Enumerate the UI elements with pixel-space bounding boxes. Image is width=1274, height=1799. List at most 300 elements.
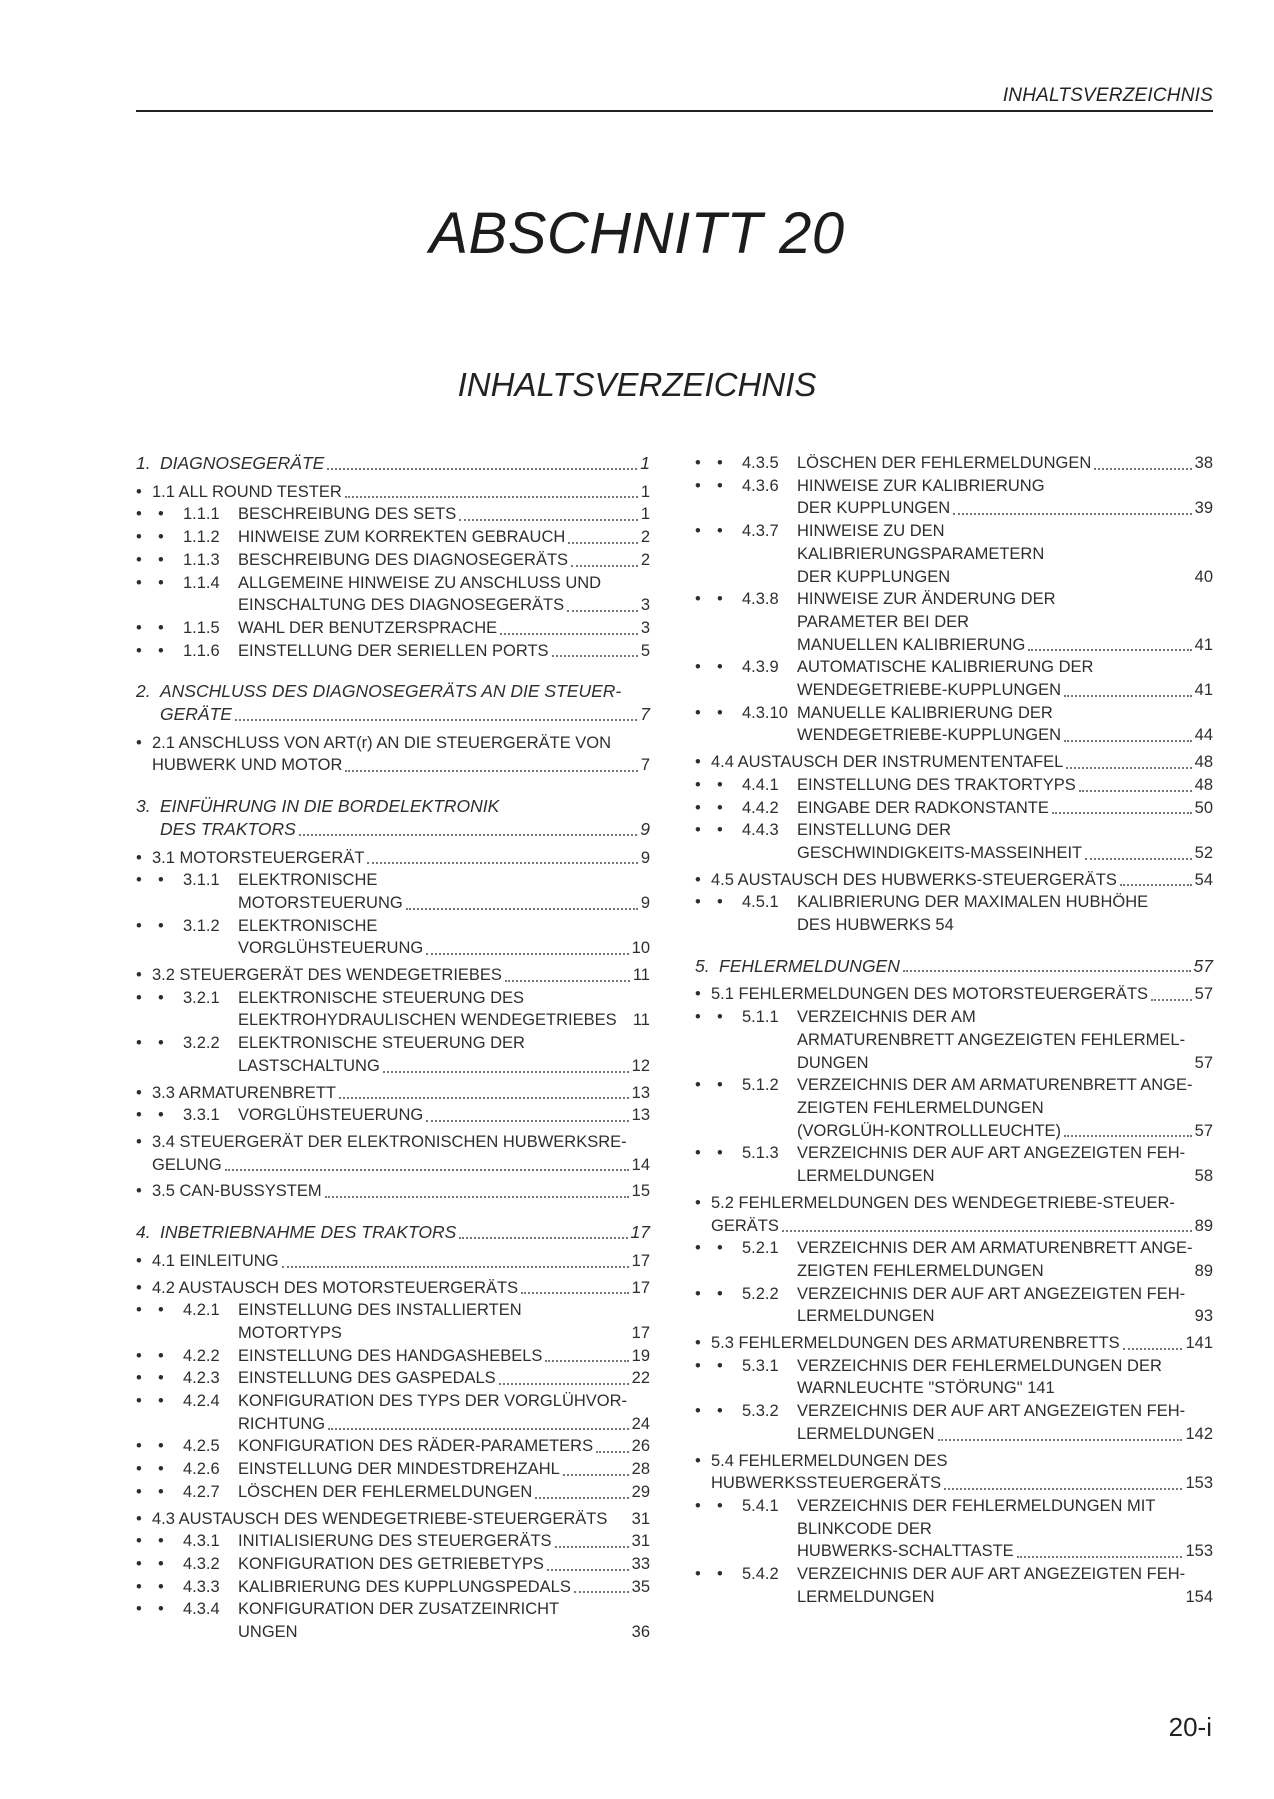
- bullet: •: [136, 550, 142, 569]
- bullet: •: [136, 1509, 142, 1528]
- bullet: •: [695, 985, 701, 1004]
- toc-page-number: 11: [632, 966, 650, 985]
- toc-page-number: 2: [640, 528, 650, 547]
- toc-entry-line: [152, 1131, 650, 1154]
- toc-entry-title: GERÄTE: [160, 704, 232, 725]
- toc-entry-title: WARNLEUCHTE "STÖRUNG" 141: [797, 1379, 1055, 1398]
- toc-entry-line: [797, 1283, 1213, 1306]
- toc-entry-line: [238, 1055, 650, 1078]
- toc-entry-text: [136, 1131, 650, 1176]
- dot-leader: [327, 468, 637, 470]
- toc-entry-number: 4.3.3: [183, 1577, 220, 1596]
- toc-entry: [695, 797, 1213, 820]
- toc-entry-line: [797, 497, 1213, 520]
- toc-entry-number: 4.4.1: [742, 775, 779, 794]
- toc-entry: [136, 1530, 650, 1553]
- toc-entry-title: LERMELDUNGEN: [797, 1424, 935, 1443]
- dot-leader: [1017, 1556, 1183, 1558]
- toc-page-number: 9: [640, 818, 650, 839]
- toc-entry-title: 3.2 STEUERGERÄT DES WENDEGETRIEBES: [152, 966, 502, 985]
- dot-leader: [596, 1451, 629, 1453]
- toc-entry-title: KALIBRIERUNGSPARAMETERN: [797, 544, 1045, 563]
- toc-entry-number: 4.4.2: [742, 798, 779, 817]
- toc-entry-number: 3.: [136, 796, 151, 817]
- toc-entry-title: DER KUPPLUNGEN: [797, 567, 951, 586]
- toc-entry-line: [152, 1250, 650, 1273]
- toc-entry-line: [797, 1400, 1213, 1423]
- toc-entry: [695, 1450, 1213, 1495]
- bullet: •: [717, 1402, 723, 1421]
- toc-entry-line: [797, 891, 1213, 914]
- toc-page-number: 7: [640, 756, 650, 775]
- bullet: •: [695, 870, 701, 889]
- toc-entry-line: [719, 955, 1213, 978]
- bullet: •: [717, 1076, 723, 1095]
- toc-entry-title: HINWEISE ZUR ÄNDERUNG DER: [797, 590, 1056, 609]
- toc-entry-title: EINSTELLUNG DES INSTALLIERTEN: [238, 1301, 522, 1320]
- toc-page-number: 26: [631, 1437, 650, 1456]
- bullet: •: [158, 505, 164, 524]
- toc-entry-title: 1.1 ALL ROUND TESTER: [152, 482, 342, 501]
- toc-page-number: 48: [1194, 753, 1213, 772]
- toc-page-number: 7: [640, 704, 650, 725]
- bullet: •: [158, 1106, 164, 1125]
- toc-entry-text: [136, 732, 650, 777]
- dot-leader: [903, 970, 1191, 972]
- toc-page-number: 11: [632, 1011, 650, 1030]
- dot-leader: [944, 1488, 1182, 1490]
- toc-entry-line: [238, 987, 650, 1010]
- toc-entry-text: [695, 983, 1213, 1006]
- toc-entry-title: HUBWERKSSTEUERGERÄTS: [711, 1474, 942, 1493]
- toc-entry-line: [238, 594, 650, 617]
- toc-entry-line: [238, 1598, 650, 1621]
- toc-page-number: 89: [1194, 1216, 1213, 1235]
- toc-entry-line: [238, 1481, 650, 1504]
- toc-entry-line: [797, 1237, 1213, 1260]
- toc-entry-title: UNGEN: [238, 1623, 298, 1642]
- toc-entry-line: [238, 1367, 650, 1390]
- toc-entry-line: [797, 1142, 1213, 1165]
- bullet: •: [717, 476, 723, 495]
- dot-leader: [459, 1237, 627, 1239]
- toc-entry-text: [136, 1277, 650, 1300]
- toc-section-entry: [136, 452, 650, 475]
- bullet: •: [695, 522, 701, 541]
- toc-entry: [136, 1131, 650, 1176]
- toc-page-number: 38: [1194, 454, 1213, 472]
- toc-entry-title: VERZEICHNIS DER AUF ART ANGEZEIGTEN FEH-: [797, 1402, 1186, 1421]
- dot-leader: [1151, 999, 1192, 1001]
- toc-page-number: 154: [1185, 1587, 1213, 1606]
- toc-entry-line: [797, 1120, 1213, 1143]
- dot-leader: [499, 1383, 629, 1385]
- toc-page-number: 12: [631, 1056, 650, 1075]
- toc-entry-line: [797, 588, 1213, 611]
- toc-entry-line: [797, 1074, 1213, 1097]
- toc-entry: [695, 656, 1213, 701]
- toc-entry-title: HINWEISE ZUM KORREKTEN GEBRAUCH: [238, 528, 566, 547]
- toc-entry-line: [152, 1082, 650, 1105]
- toc-entry-number: 1.1.6: [183, 641, 220, 660]
- toc-entry: [695, 774, 1213, 797]
- bullet: •: [695, 590, 701, 609]
- toc-entry: [695, 1332, 1213, 1355]
- toc-entry-number: 5.4.1: [742, 1496, 779, 1515]
- toc-entry-number: 1.1.5: [183, 618, 220, 637]
- dot-leader: [535, 1497, 628, 1499]
- toc-entry-line: [797, 566, 1213, 589]
- bullet: •: [695, 798, 701, 817]
- toc-entry-line: [711, 1192, 1213, 1215]
- dot-leader: [1094, 468, 1191, 470]
- dot-leader: [505, 980, 630, 982]
- toc-entry-title: 4.2 AUSTAUSCH DES MOTORSTEUERGERÄTS: [152, 1278, 519, 1297]
- toc-entry-text: [136, 1082, 650, 1105]
- dot-leader: [1052, 812, 1192, 814]
- toc-entry-number: 4.2.2: [183, 1346, 220, 1365]
- toc-entry-line: [152, 847, 650, 870]
- toc-entry-title: LERMELDUNGEN: [797, 1307, 935, 1326]
- toc-entry-line: [238, 1458, 650, 1481]
- toc-entry-title: VORGLÜHSTEUERUNG: [238, 1106, 424, 1125]
- toc-entry-line: [238, 526, 650, 549]
- toc-entry: [136, 1481, 650, 1504]
- toc-page-number: 24: [631, 1414, 650, 1433]
- toc-entry: [695, 1283, 1213, 1328]
- toc-entry-title: DES HUBWERKS 54: [797, 916, 954, 935]
- toc-entry-line: [711, 1450, 1213, 1473]
- toc-entry-title: 5.2 FEHLERMELDUNGEN DES WENDEGETRIEBE-STEUER-: [711, 1193, 1175, 1212]
- toc-entry-title: ELEKTRONISCHE: [238, 916, 378, 935]
- toc-entry-line: [797, 1423, 1213, 1446]
- toc-entry-line: [238, 503, 650, 526]
- toc-entry-title: ELEKTRONISCHE STEUERUNG DER: [238, 1034, 525, 1053]
- dot-leader: [563, 1474, 629, 1476]
- toc-entry-number: 1.1.2: [183, 528, 220, 547]
- toc-entry: [136, 732, 650, 777]
- toc-entry-title: PARAMETER BEI DER: [797, 612, 970, 631]
- bullet: •: [158, 1392, 164, 1411]
- dot-leader: [568, 542, 638, 544]
- toc-entry-text: [136, 847, 650, 870]
- toc-entry-line: [797, 797, 1213, 820]
- dot-leader: [953, 513, 1192, 515]
- toc-entry-line: [797, 819, 1213, 842]
- toc-page-number: 41: [1194, 681, 1213, 700]
- toc-entry-title: VERZEICHNIS DER AM ARMATURENBRETT ANGE-: [797, 1076, 1193, 1095]
- toc-entry: [695, 1563, 1213, 1608]
- bullet: •: [158, 1034, 164, 1053]
- toc-entry: [136, 1367, 650, 1390]
- dot-leader: [1066, 767, 1191, 769]
- toc-entry-line: [238, 572, 650, 595]
- bullet: •: [695, 1402, 701, 1421]
- toc-entry-title: VERZEICHNIS DER AUF ART ANGEZEIGTEN FEH-: [797, 1565, 1186, 1584]
- toc-entry-title: VERZEICHNIS DER AUF ART ANGEZEIGTEN FEH-: [797, 1284, 1186, 1303]
- dot-leader: [339, 1097, 629, 1099]
- toc-entry: [136, 640, 650, 663]
- toc-entry: [136, 1390, 650, 1435]
- toc-entry-title: KALIBRIERUNG DER MAXIMALEN HUBHÖHE: [797, 893, 1149, 912]
- toc-entry-text: [695, 1192, 1213, 1237]
- toc-entry-title: ANSCHLUSS DES DIAGNOSEGERÄTS AN DIE STEUER-: [160, 681, 622, 702]
- toc-page-number: 17: [631, 1278, 650, 1297]
- toc-entry-title: EINSCHALTUNG DES DIAGNOSEGERÄTS: [238, 596, 565, 615]
- toc-entry-line: [152, 732, 650, 755]
- toc-page-number: 57: [1193, 955, 1213, 976]
- toc-entry: [136, 1180, 650, 1203]
- toc-page-number: 153: [1185, 1474, 1213, 1493]
- toc-entry-line: [797, 1305, 1213, 1328]
- dot-leader: [383, 1071, 629, 1073]
- toc-entry: [136, 987, 650, 1032]
- toc-entry-text: [695, 955, 1213, 978]
- toc-page-number: 141: [1185, 1334, 1213, 1353]
- toc-entry-title: MANUELLEN KALIBRIERUNG: [797, 635, 1026, 654]
- toc-entry-number: 3.1.2: [183, 916, 220, 935]
- toc-entry-title: 3.1 MOTORSTEUERGERÄT: [152, 848, 365, 867]
- toc-entry-line: [238, 1390, 650, 1413]
- toc-entry: [136, 1032, 650, 1077]
- bullet: •: [136, 1301, 142, 1320]
- toc-entry-title: 3.4 STEUERGERÄT DER ELEKTRONISCHEN HUBWERKSRE-: [152, 1132, 627, 1151]
- toc-entry-title: GELUNG: [152, 1155, 222, 1174]
- toc-entry-line: [160, 703, 650, 726]
- toc-entry: [695, 588, 1213, 656]
- bullet: •: [695, 1451, 701, 1470]
- toc-entry-text: [136, 452, 650, 475]
- toc-entry-title: ALLGEMEINE HINWEISE ZU ANSCHLUSS UND: [238, 573, 602, 592]
- bullet: •: [717, 1144, 723, 1163]
- toc-page-number: 31: [631, 1509, 650, 1528]
- toc-page-number: 2: [640, 550, 650, 569]
- toc-entry: [695, 1006, 1213, 1074]
- bullet: •: [717, 703, 723, 722]
- toc-entry-line: [797, 611, 1213, 634]
- toc-page-number: 40: [1194, 567, 1213, 586]
- bullet: •: [136, 618, 142, 637]
- toc-entry-title: VERZEICHNIS DER AM ARMATURENBRETT ANGE-: [797, 1239, 1193, 1258]
- toc-entry-text: [136, 964, 650, 987]
- toc-entry-title: EINSTELLUNG DES TRAKTORTYPS: [797, 775, 1076, 794]
- bullet: •: [158, 641, 164, 660]
- toc-entry: [136, 1508, 650, 1531]
- toc-entry-line: [238, 1032, 650, 1055]
- toc-page-number: 58: [1194, 1167, 1213, 1186]
- bullet: •: [136, 482, 142, 501]
- bullet: •: [695, 1144, 701, 1163]
- toc-entry-line: [238, 1530, 650, 1553]
- toc-page-number: 15: [631, 1182, 650, 1201]
- toc-entry-title: LÖSCHEN DER FEHLERMELDUNGEN: [238, 1482, 533, 1501]
- toc-entry-line: [238, 1299, 650, 1322]
- bullet: •: [158, 1554, 164, 1573]
- bullet: •: [695, 1356, 701, 1375]
- dot-leader: [552, 655, 638, 657]
- toc-entry-line: [797, 1052, 1213, 1075]
- dot-leader: [367, 862, 637, 864]
- toc-entry-line: [238, 1435, 650, 1458]
- bullet: •: [717, 893, 723, 912]
- bullet: •: [695, 1193, 701, 1212]
- bullet: •: [136, 1460, 142, 1479]
- toc-entry-line: [797, 1006, 1213, 1029]
- toc-entry: [695, 1192, 1213, 1237]
- toc-entry-title: ELEKTROHYDRAULISCHEN WENDEGETRIEBES: [238, 1011, 617, 1030]
- toc-entry-text: [136, 680, 650, 725]
- toc-entry-title: ELEKTRONISCHE: [238, 871, 378, 890]
- toc-entry-line: [797, 1355, 1213, 1378]
- page-title: ABSCHNITT 20: [429, 201, 845, 266]
- toc-entry-number: 5.2.2: [742, 1284, 779, 1303]
- toc-entry-line: [238, 640, 650, 663]
- toc-entry: [136, 572, 650, 617]
- toc-entry-number: 2.: [136, 681, 151, 702]
- toc-entry-number: 5.: [695, 955, 710, 976]
- dot-leader: [938, 1439, 1183, 1441]
- toc-page-number: 44: [1194, 726, 1213, 745]
- toc-entry-text: [136, 1180, 650, 1203]
- toc-entry-title: RICHTUNG: [238, 1414, 326, 1433]
- toc-entry-line: [238, 1104, 650, 1127]
- toc-page-number: 1: [640, 453, 650, 473]
- toc-entry-text: [695, 1332, 1213, 1355]
- toc-entry-line: [238, 915, 650, 938]
- toc-entry-title: EINGABE DER RADKONSTANTE: [797, 798, 1049, 817]
- toc-entry-title: KONFIGURATION DER ZUSATZEINRICHT: [238, 1600, 560, 1619]
- toc-entry-title: WENDEGETRIEBE-KUPPLUNGEN: [797, 726, 1062, 745]
- toc-entry-number: 3.2.2: [183, 1034, 220, 1053]
- toc-entry-line: [152, 1508, 650, 1531]
- toc-entry-line: [160, 795, 650, 818]
- toc-entry-title: VERZEICHNIS DER AM: [797, 1008, 976, 1027]
- toc-entry-line: [711, 1472, 1213, 1495]
- toc-page-number: 10: [631, 939, 650, 958]
- toc-page-number: 39: [1194, 499, 1213, 518]
- bullet: •: [136, 1251, 142, 1270]
- toc-page-number: 52: [1194, 843, 1213, 862]
- bullet: •: [158, 988, 164, 1007]
- toc-page-number: 142: [1185, 1424, 1213, 1443]
- toc-page-number: 5: [640, 641, 650, 660]
- bullet: •: [695, 1496, 701, 1515]
- toc-entry-title: HINWEISE ZUR KALIBRIERUNG: [797, 476, 1045, 495]
- toc-entry-line: [160, 818, 650, 841]
- bullet: •: [158, 1482, 164, 1501]
- bullet: •: [695, 1239, 701, 1258]
- dot-leader: [567, 610, 638, 612]
- toc-entry-number: 4.3.8: [742, 590, 779, 609]
- dot-leader: [406, 908, 638, 910]
- toc-entry-title: KONFIGURATION DES GETRIEBETYPS: [238, 1554, 544, 1573]
- toc-entry: [136, 526, 650, 549]
- bullet: •: [158, 618, 164, 637]
- dot-leader: [235, 719, 637, 721]
- toc-page-number: 31: [631, 1532, 650, 1551]
- toc-entry-title: HUBWERK UND MOTOR: [152, 756, 343, 775]
- toc-entry-line: [797, 1540, 1213, 1563]
- toc-entry: [695, 819, 1213, 864]
- toc-entry-number: 5.4.2: [742, 1565, 779, 1584]
- toc-entry-number: 4.2.1: [183, 1301, 220, 1320]
- bullet: •: [717, 1565, 723, 1584]
- bullet: •: [158, 550, 164, 569]
- toc-entry-title: KONFIGURATION DES TYPS DER VORGLÜHVOR-: [238, 1392, 628, 1411]
- toc-entry-title: DIAGNOSEGERÄTE: [160, 453, 325, 473]
- dot-leader: [574, 1591, 629, 1593]
- toc-entry-line: [152, 1277, 650, 1300]
- bullet: •: [717, 821, 723, 840]
- toc-page-number: 9: [640, 848, 650, 867]
- toc-entry-title: GESCHWINDIGKEITS-MASSEINHEIT: [797, 843, 1083, 862]
- toc-entry-line: [797, 842, 1213, 865]
- bullet: •: [717, 1239, 723, 1258]
- toc-entry: [695, 1237, 1213, 1282]
- bullet: •: [136, 505, 142, 524]
- toc-entry-line: [238, 1322, 650, 1345]
- toc-entry-line: [238, 1553, 650, 1576]
- toc-entry-title: HINWEISE ZU DEN: [797, 522, 945, 541]
- toc-entry-line: [797, 1377, 1213, 1400]
- toc-entry: [136, 1576, 650, 1599]
- toc-entry: [136, 847, 650, 870]
- bullet: •: [136, 1532, 142, 1551]
- toc-entry-line: [797, 774, 1213, 797]
- toc-entry-title: MOTORTYPS: [238, 1323, 342, 1342]
- toc-entry: [136, 1598, 650, 1643]
- toc-entry: [136, 1553, 650, 1576]
- toc-entry-number: 4.3.7: [742, 522, 779, 541]
- bullet: •: [158, 573, 164, 592]
- toc-entry: [695, 751, 1213, 774]
- toc-entry-line: [711, 751, 1213, 774]
- bullet: •: [717, 1496, 723, 1515]
- dot-leader: [1064, 740, 1192, 742]
- toc-entry: [136, 1277, 650, 1300]
- bullet: •: [695, 1008, 701, 1027]
- bullet: •: [158, 1301, 164, 1320]
- toc-entry: [136, 1104, 650, 1127]
- toc-page-number: 22: [631, 1369, 650, 1388]
- toc-entry-line: [238, 1413, 650, 1436]
- toc-entry-title: LERMELDUNGEN: [797, 1587, 935, 1606]
- toc-entry-title: FEHLERMELDUNGEN: [719, 955, 900, 976]
- toc-page-number: 19: [631, 1346, 650, 1365]
- toc-entry-number: 3.2.1: [183, 988, 220, 1007]
- dot-leader: [1085, 858, 1192, 860]
- toc-entry-line: [797, 1495, 1213, 1518]
- toc-entry-number: 4.3.4: [183, 1600, 220, 1619]
- toc-entry: [136, 503, 650, 526]
- toc-entry-title: AUTOMATISCHE KALIBRIERUNG DER: [797, 658, 1094, 677]
- toc-entry: [695, 520, 1213, 588]
- toc-entry-line: [797, 1165, 1213, 1188]
- toc-entry-line: [797, 1586, 1213, 1609]
- toc-entry-number: 4.2.4: [183, 1392, 220, 1411]
- toc-entry-line: [797, 1029, 1213, 1052]
- bullet: •: [695, 1334, 701, 1353]
- bullet: •: [695, 893, 701, 912]
- toc-entry-number: 1.1.3: [183, 550, 220, 569]
- toc-entry-title: EINSTELLUNG DER MINDESTDREHZAHL: [238, 1460, 560, 1479]
- bullet: •: [136, 1577, 142, 1596]
- toc-entry-line: [797, 452, 1213, 475]
- bullet: •: [717, 658, 723, 677]
- toc-entry: [695, 869, 1213, 892]
- toc-entry-number: 4.3.5: [742, 454, 779, 472]
- dot-leader: [345, 496, 638, 498]
